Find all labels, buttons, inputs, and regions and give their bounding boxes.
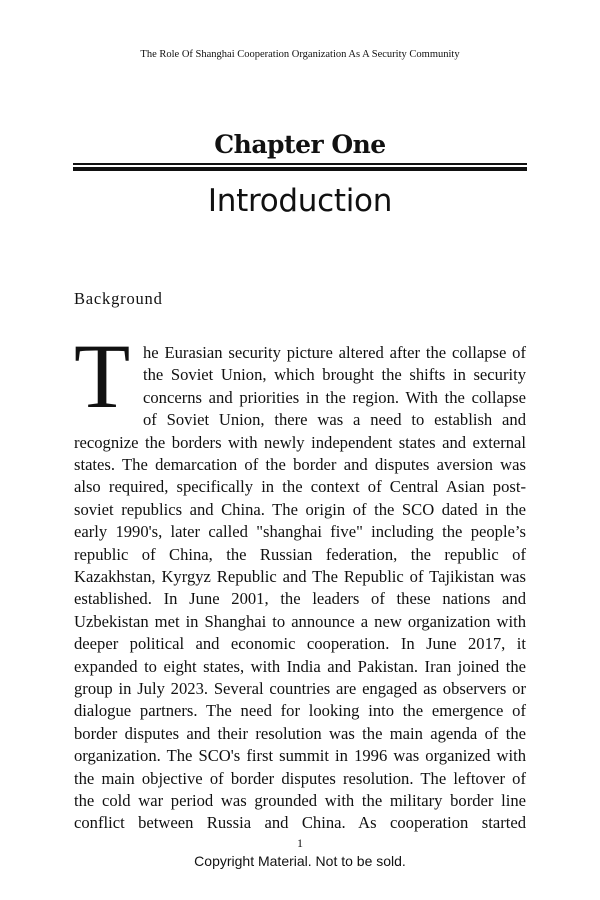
chapter-title: Introduction bbox=[207, 183, 393, 219]
body-line: established. In June 2001, the leaders of these nations and bbox=[74, 589, 526, 609]
body-line: soviet republics and China. The origin of the SCO dated in the bbox=[74, 499, 526, 519]
body-line: the cold war period was grounded with the military border line bbox=[74, 791, 526, 810]
body-line: states. The demarcation of the border and disputes aversion was bbox=[74, 455, 526, 474]
body-line: deeper political and economic cooperation. In June 2017, it bbox=[74, 634, 526, 654]
body-line: recognize the borders with newly independent states and external bbox=[74, 432, 526, 452]
drop-cap: T bbox=[74, 325, 131, 427]
body-line: of Soviet Union, there was a need to establish and bbox=[143, 410, 526, 430]
body-line: he Eurasian security picture altered after the collapse of bbox=[143, 343, 526, 362]
title-rule-thick bbox=[73, 167, 527, 171]
body-line: conflict between Russia and China. As cooperation started bbox=[74, 813, 526, 833]
running-header: The Role Of Shanghai Cooperation Organization As A Security Community bbox=[140, 49, 460, 60]
body-line: also required, specifically in the context of Central Asian post- bbox=[74, 477, 526, 497]
body-line: Uzbekistan met in Shanghai to announce a new organization with bbox=[74, 611, 526, 631]
chapter-label: Chapter One bbox=[214, 130, 386, 159]
body-line: Kazakhstan, Kyrgyz Republic and The Republic of Tajikistan was bbox=[74, 567, 526, 586]
body-line: the main objective of border disputes resolution. The leftover of bbox=[74, 768, 526, 788]
section-heading: Background bbox=[74, 289, 163, 308]
title-rule-thin bbox=[73, 163, 527, 165]
body-line: organization. The SCO's first summit in 1996 was organized with bbox=[74, 746, 526, 766]
body-line: republic of China, the Russian federation, the republic of bbox=[74, 544, 526, 564]
body-line: the Soviet Union, which brought the shifts in security bbox=[143, 365, 526, 385]
body-line: early 1990's, later called "shanghai five" including the people’s bbox=[74, 522, 526, 542]
body-line: concerns and priorities in the region. With the collapse bbox=[143, 387, 526, 407]
body-line: group in July 2023. Several countries are engaged as observers or bbox=[74, 679, 526, 698]
page-number: 1 bbox=[297, 836, 303, 850]
copyright-footer: Copyright Material. Not to be sold. bbox=[194, 853, 406, 869]
body-line: dialogue partners. The need for looking into the emergence of bbox=[74, 701, 526, 721]
body-line: expanded to eight states, with India and Pakistan. Iran joined the bbox=[74, 656, 526, 676]
body-line: border disputes and their resolution was the main agenda of the bbox=[74, 723, 526, 743]
